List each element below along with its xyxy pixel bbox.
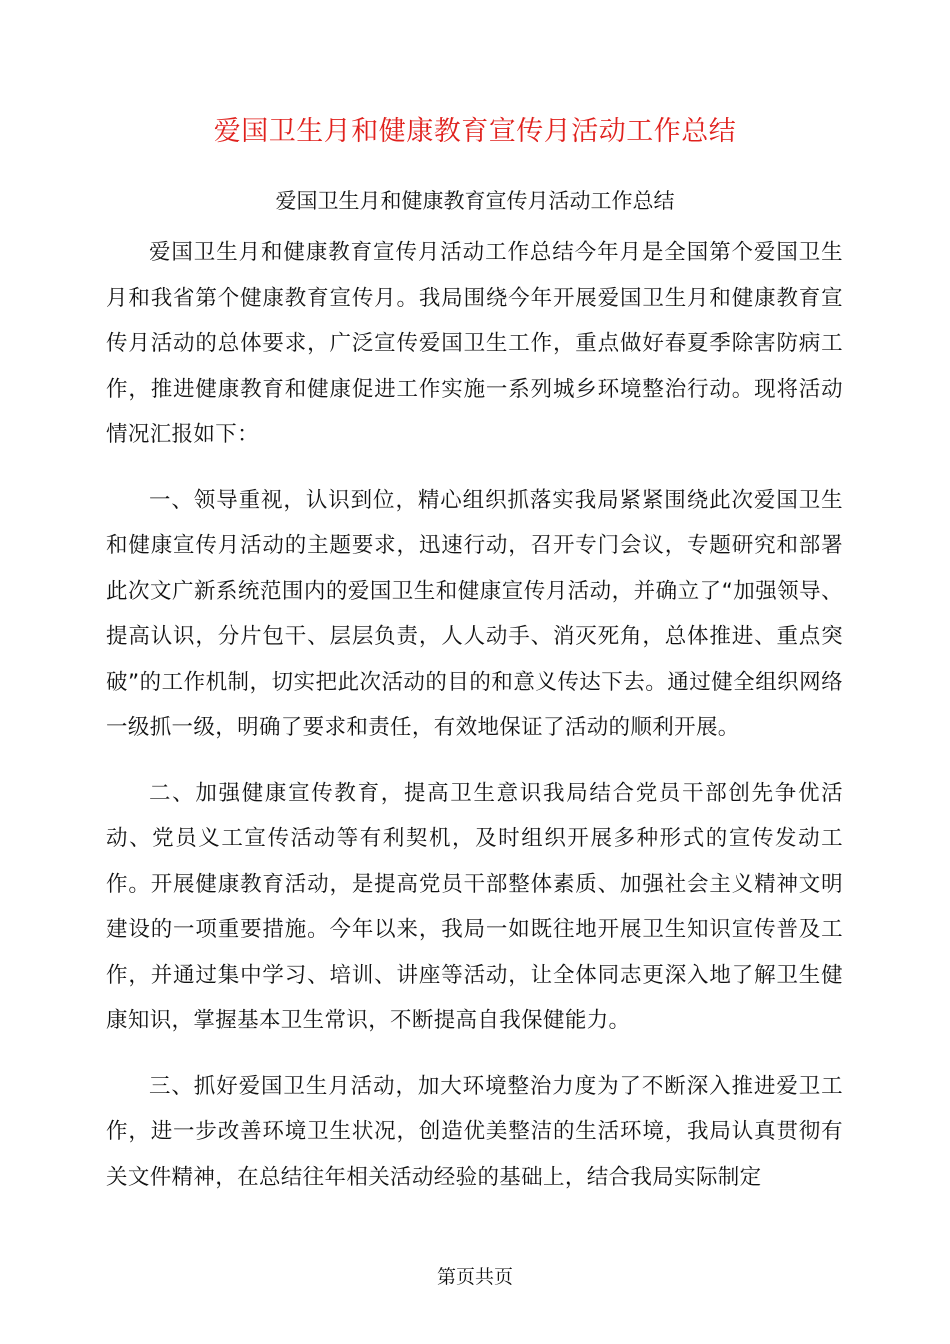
page-footer: 第页共页 [436,1266,513,1288]
document-subtitle: 爱国卫生月和健康教育宣传月活动工作总结 [275,189,675,213]
paragraph-section-3: 三、抓好爱国卫生月活动，加大环境整治力度为了不断深入推进爱卫工作，进一步改善环境卫生状况，创造优美整洁的生活环境，我局认真贯彻有关文件精神，在总结往年相关活动经验的基础上，结合我局实际制定 [106,1073,843,1190]
paragraph-section-1: 一、领导重视，认识到位，精心组织抓落实我局紧紧围绕此次爱国卫生和健康宣传月活动的主题要求，迅速行动，召开专门会议，专题研究和部署此次文广新系统范围内的爱国卫生和健康宣传月活动，并确立了“加强领导、提高认识，分片包干、层层负责，人人动手、消灭死角，总体推进、重点突破”的工作机制，切实把此次活动的目的和意义传达下去。通过健全组织网络一级抓一级，明确了要求和责任，有效地保证了活动的顺利开展。 [106,487,843,740]
paragraph-intro: 爱国卫生月和健康教育宣传月活动工作总结今年月是全国第个爱国卫生月和我省第个健康教育宣传月。我局围绕今年开展爱国卫生月和健康教育宣传月活动的总体要求，广泛宣传爱国卫生工作，重点做好春夏季除害防病工作，推进健康教育和健康促进工作实施一系列城乡环境整治行动。现将活动情况汇报如下： [106,240,843,447]
document-title: 爱国卫生月和健康教育宣传月活动工作总结 [213,116,737,147]
paragraph-section-2: 二、加强健康宣传教育，提高卫生意识我局结合党员干部创先争优活动、党员义工宣传活动等有利契机，及时组织开展多种形式的宣传发动工作。开展健康教育活动，是提高党员干部整体素质、加强社会主义精神文明建设的一项重要措施。今年以来，我局一如既往地开展卫生知识宣传普及工作，并通过集中学习、培训、讲座等活动，让全体同志更深入地了解卫生健康知识，掌握基本卫生常识，不断提高自我保健能力。 [106,780,843,1033]
document-body [106,230,843,1220]
